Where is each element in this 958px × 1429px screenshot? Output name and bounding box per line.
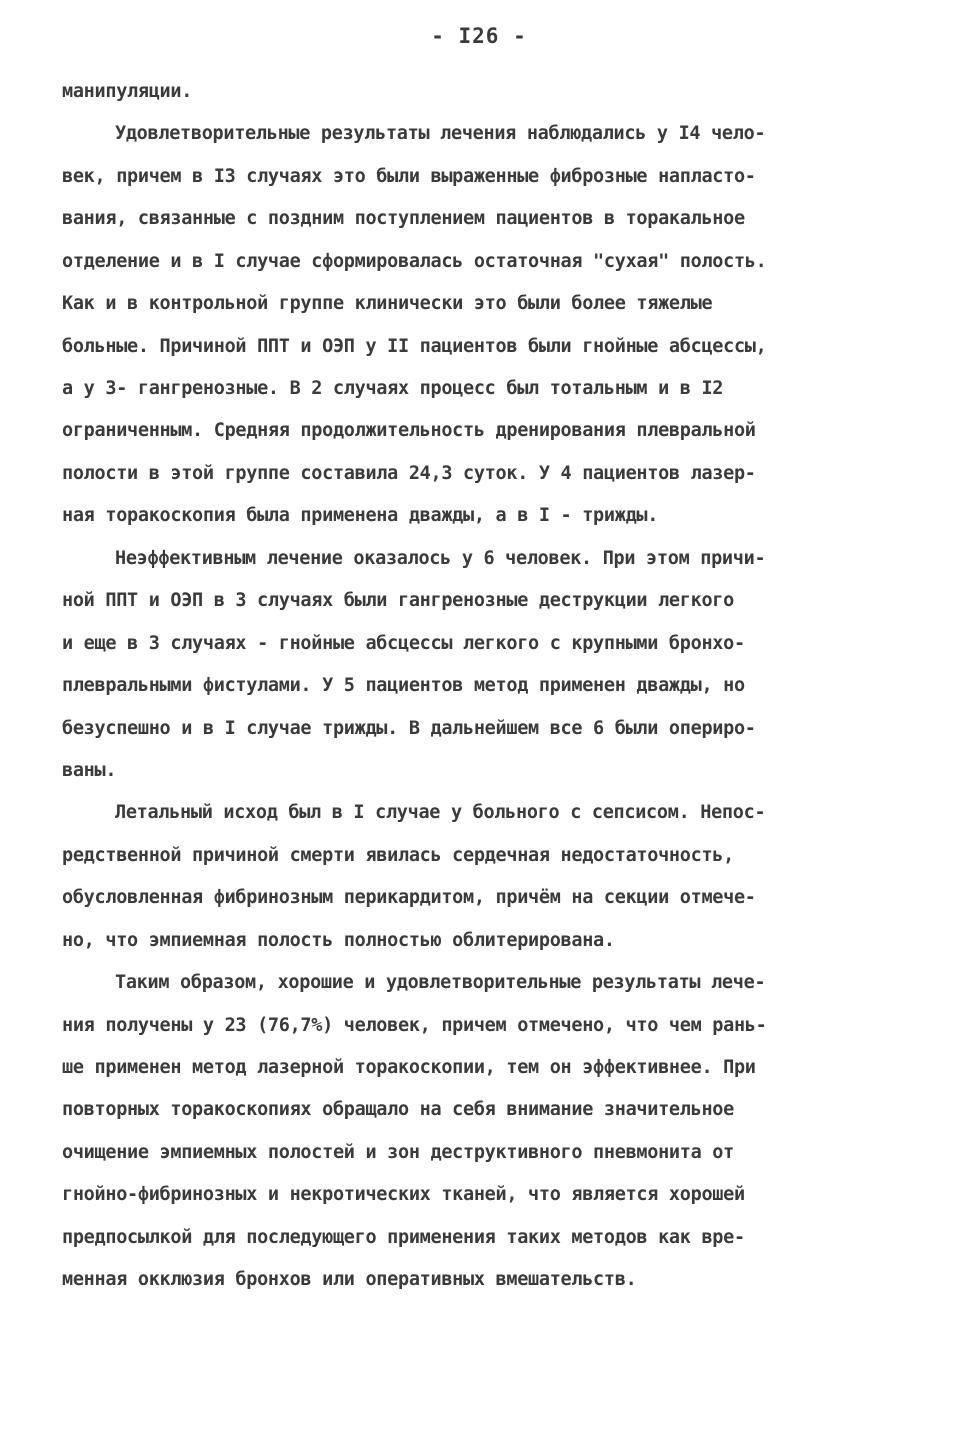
text-line: ной ППТ и ОЭП в 3 случаях были гангренозные деструкции легкого — [62, 590, 734, 611]
text-line: Удовлетворительные результаты лечения наблюдались у I4 чело- — [115, 123, 766, 144]
text-line: очищение эмпиемных полостей и зон деструктивного пневмонита от — [62, 1142, 734, 1163]
text-line: полости в этой группе составила 24,3 суток. У 4 пациентов лазер- — [62, 463, 756, 484]
text-line: и еще в 3 случаях - гнойные абсцессы легкого с крупными бронхо- — [62, 633, 745, 654]
text-line: но, что эмпиемная полость полностью облитерирована. — [62, 930, 615, 951]
text-line: гнойно-фибринозных и некротических тканей, что является хорошей — [62, 1184, 745, 1205]
text-line: Летальный исход был в I случае у больного с сепсисом. Непос- — [115, 802, 766, 823]
text-line: повторных торакоскопиях обращало на себя внимание значительное — [62, 1099, 734, 1120]
text-line: век, причем в I3 случаях это были выраженные фиброзные напласто- — [62, 166, 756, 187]
text-line: манипуляции. — [62, 81, 193, 102]
text-line: больные. Причиной ППТ и ОЭП у II пациентов были гнойные абсцессы, — [62, 336, 767, 357]
text-line: менная окклюзия бронхов или оперативных вмешательств. — [62, 1269, 637, 1290]
text-line: безуспешно и в I случае трижды. В дальнейшем все 6 были опериро- — [62, 718, 756, 739]
text-line: отделение и в I случае сформировалась остаточная "сухая" полость. — [62, 251, 767, 272]
text-line: предпосылкой для последующего применения таких методов как вре- — [62, 1227, 745, 1248]
text-line: Как и в контрольной группе клинически это были более тяжелые — [62, 293, 713, 314]
text-line: Неэффективным лечение оказалось у 6 человек. При этом причи- — [115, 548, 766, 569]
text-line: ше применен метод лазерной торакоскопии, тем он эффективнее. При — [62, 1057, 756, 1078]
text-line: ния получены у 23 (76,7%) человек, причем отмечено, что чем рань- — [62, 1015, 767, 1036]
text-line: а у 3- гангренозные. В 2 случаях процесс был тотальным и в I2 — [62, 378, 724, 399]
text-line: ограниченным. Средняя продолжительность дренирования плевральной — [62, 420, 756, 441]
text-line: обусловленная фибринозным перикардитом, причём на секции отмече- — [62, 887, 756, 908]
text-line: ная торакоскопия была применена дважды, а в I - трижды. — [62, 505, 659, 526]
text-line: плевральными фистулами. У 5 пациентов метод применен дважды, но — [62, 675, 745, 696]
page-number: - I26 - — [431, 24, 527, 48]
text-line: ваны. — [62, 760, 117, 781]
text-line: Таким образом, хорошие и удовлетворительные результаты лече- — [115, 972, 766, 993]
text-line: вания, связанные с поздним поступлением пациентов в торакальное — [62, 208, 745, 229]
text-line: редственной причиной смерти явилась сердечная недостаточность, — [62, 845, 734, 866]
